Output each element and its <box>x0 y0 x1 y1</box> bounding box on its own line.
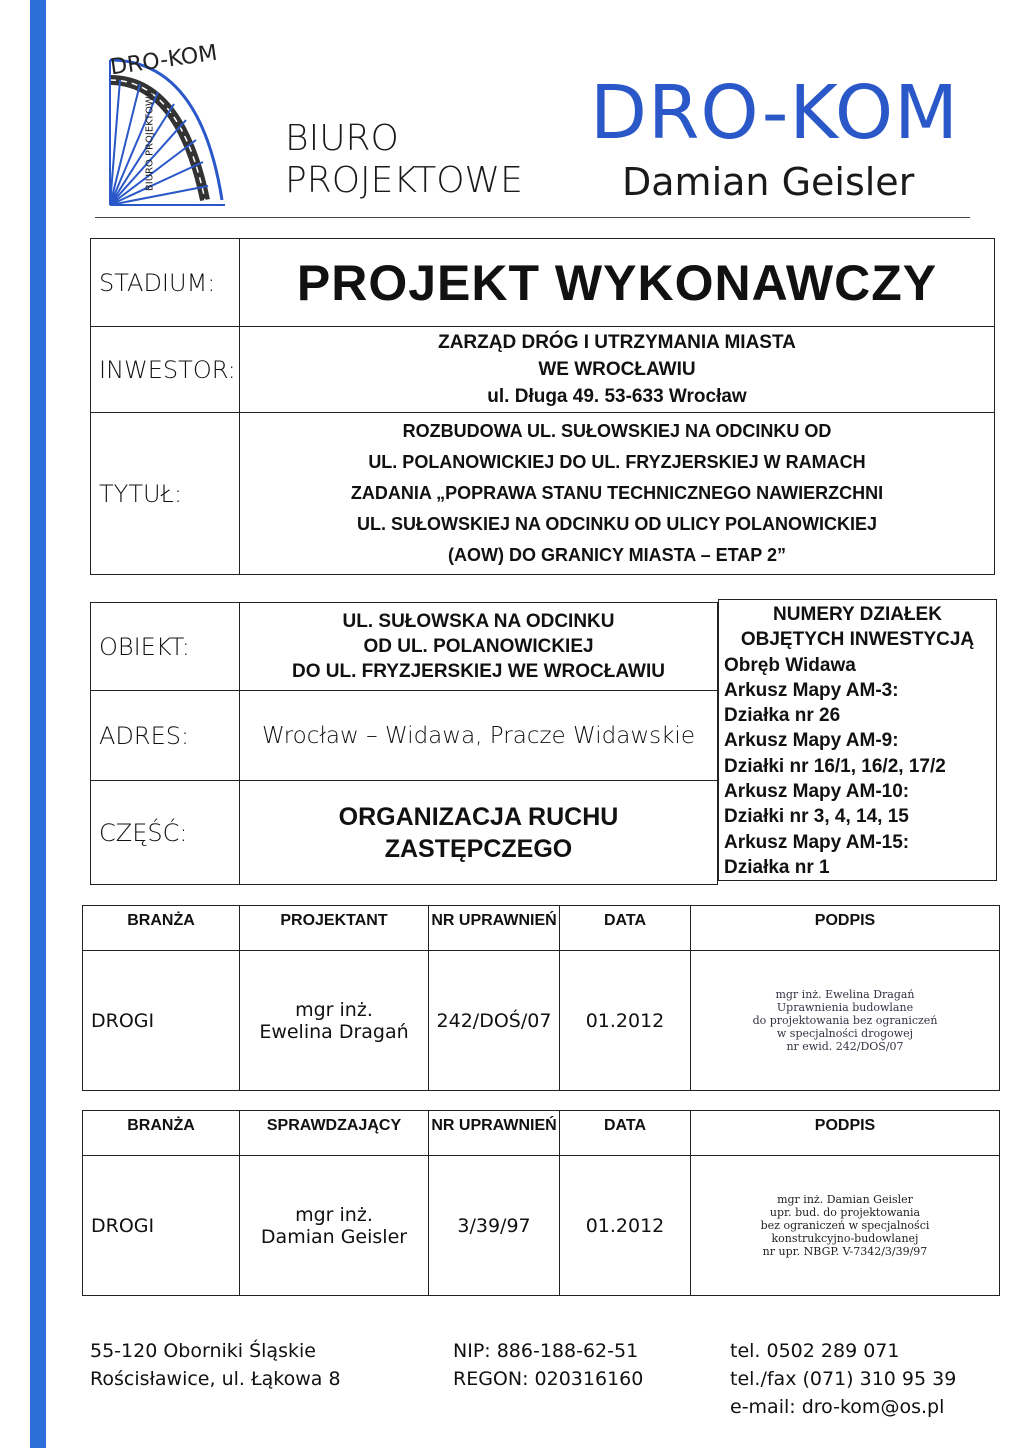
obiekt-line: DO UL. FRYZJERSKIEJ WE WROCŁAWIU <box>292 661 665 682</box>
biuro-projektowe-text <box>285 118 523 202</box>
header-divider <box>95 217 970 218</box>
tytul-line: ZADANIA „POPRAWA STANU TECHNICZNEGO NAWIERZCHNI <box>350 483 884 503</box>
logo-arc-text: DRO-KOM <box>108 40 219 81</box>
adres-label: ADRES: <box>91 691 240 781</box>
stamp-line: bez ograniczeń w specjalności <box>760 1219 930 1232</box>
tytul-line: ROZBUDOWA UL. SUŁOWSKIEJ NA ODCINKU OD <box>402 421 832 441</box>
logo-side-text: BIURO PROJEKTOWE <box>144 89 156 192</box>
cell-projektant: mgr inż. Ewelina Dragań <box>240 951 429 1091</box>
cell-sprawdzajacy: mgr inż. Damian Geisler <box>240 1156 429 1296</box>
header-data: DATA <box>560 906 691 951</box>
cell-podpis <box>691 1156 1000 1296</box>
dzialki-list <box>719 653 996 881</box>
owner-name: Damian Geisler <box>622 160 915 204</box>
stamp-line: Uprawnienia budowlane <box>776 1001 914 1014</box>
header-podpis: PODPIS <box>691 906 1000 951</box>
fax-text: tel./fax (071) 310 95 39 <box>730 1368 957 1390</box>
phone-text: tel. 0502 289 071 <box>730 1340 900 1362</box>
stamp-line: w specjalności drogowej <box>776 1027 914 1040</box>
dzialki-line: Arkusz Mapy AM-9: <box>724 730 899 752</box>
dzialki-box <box>718 599 997 881</box>
cell-nr-uprawnien: 3/39/97 <box>429 1156 560 1296</box>
stamp-line: mgr inż. Damian Geisler <box>777 1193 913 1206</box>
tytul-label: TYTUŁ: <box>91 413 240 575</box>
email-link[interactable]: e-mail: dro-kom@os.pl <box>730 1396 945 1418</box>
czesc-label: CZĘŚĆ: <box>91 781 240 885</box>
tytul-value <box>240 413 995 575</box>
header-branza: BRANŻA <box>83 906 240 951</box>
dzialki-line: Arkusz Mapy AM-3: <box>724 679 899 701</box>
footer-address <box>90 1337 341 1393</box>
header-nr-uprawnien: NR UPRAWNIEŃ <box>429 1111 560 1156</box>
dzialki-header: OBJĘTYCH INWESTYCJĄ <box>740 629 975 651</box>
czesc-line: ZASTĘPCZEGO <box>384 834 573 863</box>
stamp-line: mgr inż. Ewelina Dragań <box>775 988 915 1001</box>
dzialki-line: Arkusz Mapy AM-10: <box>724 781 910 803</box>
dzialki-line: Działki nr 3, 4, 14, 15 <box>724 806 909 828</box>
dzialki-line: Arkusz Mapy AM-15: <box>724 831 910 853</box>
tytul-line: (AOW) DO GRANICY MIASTA – ETAP 2” <box>447 545 787 565</box>
projektant-table <box>82 905 1000 1091</box>
stamp-line: upr. bud. do projektowania <box>769 1206 921 1219</box>
inwestor-line: ZARZĄD DRÓG I UTRZYMANIA MIASTA <box>438 332 796 353</box>
sprawdzajacy-table <box>82 1110 1000 1296</box>
inwestor-line: WE WROCŁAWIU <box>538 359 696 380</box>
inwestor-line: ul. Długa 49. 53-633 Wrocław <box>487 386 747 407</box>
regon-text: REGON: 020316160 <box>453 1368 644 1390</box>
obiekt-line: UL. SUŁOWSKA NA ODCINKU <box>342 611 615 632</box>
obiekt-value <box>240 603 718 691</box>
nip-text: NIP: 886-188-62-51 <box>453 1340 639 1362</box>
address-line: 55-120 Oborniki Śląskie <box>90 1340 316 1362</box>
stamp-line: konstrukcyjno-budowlanej <box>771 1232 919 1245</box>
czesc-line: ORGANIZACJA RUCHU <box>338 802 619 831</box>
signature-stamp <box>691 988 999 1053</box>
signature-stamp <box>691 1193 999 1258</box>
cell-data: 01.2012 <box>560 951 691 1091</box>
stamp-line: nr ewid. 242/DOŚ/07 <box>786 1040 904 1053</box>
cell-branza: DROGI <box>83 951 240 1091</box>
header-branza: BRANŻA <box>83 1111 240 1156</box>
tytul-line: UL. POLANOWICKIEJ DO UL. FRYZJERSKIEJ W RAMACH <box>368 452 866 472</box>
header-sprawdzajacy: SPRAWDZAJĄCY <box>240 1111 429 1156</box>
dzialki-header: NUMERY DZIAŁEK <box>773 604 942 625</box>
obiekt-line: OD UL. POLANOWICKIEJ <box>363 636 594 657</box>
obiekt-label: OBIEKT: <box>91 603 240 691</box>
cell-branza: DROGI <box>83 1156 240 1296</box>
tytul-line: UL. SUŁOWSKIEJ NA ODCINKU OD ULICY POLANOWICKIEJ <box>356 514 878 534</box>
adres-value: Wrocław – Widawa, Pracze Widawskie <box>240 691 718 781</box>
header-nr-uprawnien: NR UPRAWNIEŃ <box>429 906 560 951</box>
footer-registration <box>453 1337 643 1393</box>
biuro-line2: PROJEKTOWE <box>285 160 523 201</box>
dzialki-line: Obręb Widawa <box>724 654 856 676</box>
left-blue-stripe <box>30 0 46 1448</box>
stamp-line: do projektowania bez ograniczeń <box>752 1014 938 1027</box>
inwestor-label: INWESTOR: <box>91 327 240 413</box>
header-podpis: PODPIS <box>691 1111 1000 1156</box>
cell-nr-uprawnien: 242/DOŚ/07 <box>429 951 560 1091</box>
czesc-value <box>240 781 718 885</box>
cell-data: 01.2012 <box>560 1156 691 1296</box>
brand-name: DRO-KOM <box>590 70 959 156</box>
address-line: Rościsławice, ul. Łąkowa 8 <box>90 1368 341 1390</box>
footer-contact <box>730 1337 956 1421</box>
header-data: DATA <box>560 1111 691 1156</box>
stadium-value: PROJEKT WYKONAWCZY <box>240 239 995 327</box>
dzialki-line: Działka nr 26 <box>724 705 841 727</box>
cell-podpis <box>691 951 1000 1091</box>
main-info-table <box>90 238 995 575</box>
stamp-line: nr upr. NBGP. V-7342/3/39/97 <box>762 1245 928 1258</box>
inwestor-value <box>240 327 995 413</box>
dzialki-line: Działki nr 16/1, 16/2, 17/2 <box>724 755 946 777</box>
header-projektant: PROJEKTANT <box>240 906 429 951</box>
stadium-label: STADIUM: <box>91 239 240 327</box>
biuro-line1: BIURO <box>285 118 399 159</box>
dzialki-line: Działka nr 1 <box>724 856 830 878</box>
object-table <box>90 602 718 885</box>
